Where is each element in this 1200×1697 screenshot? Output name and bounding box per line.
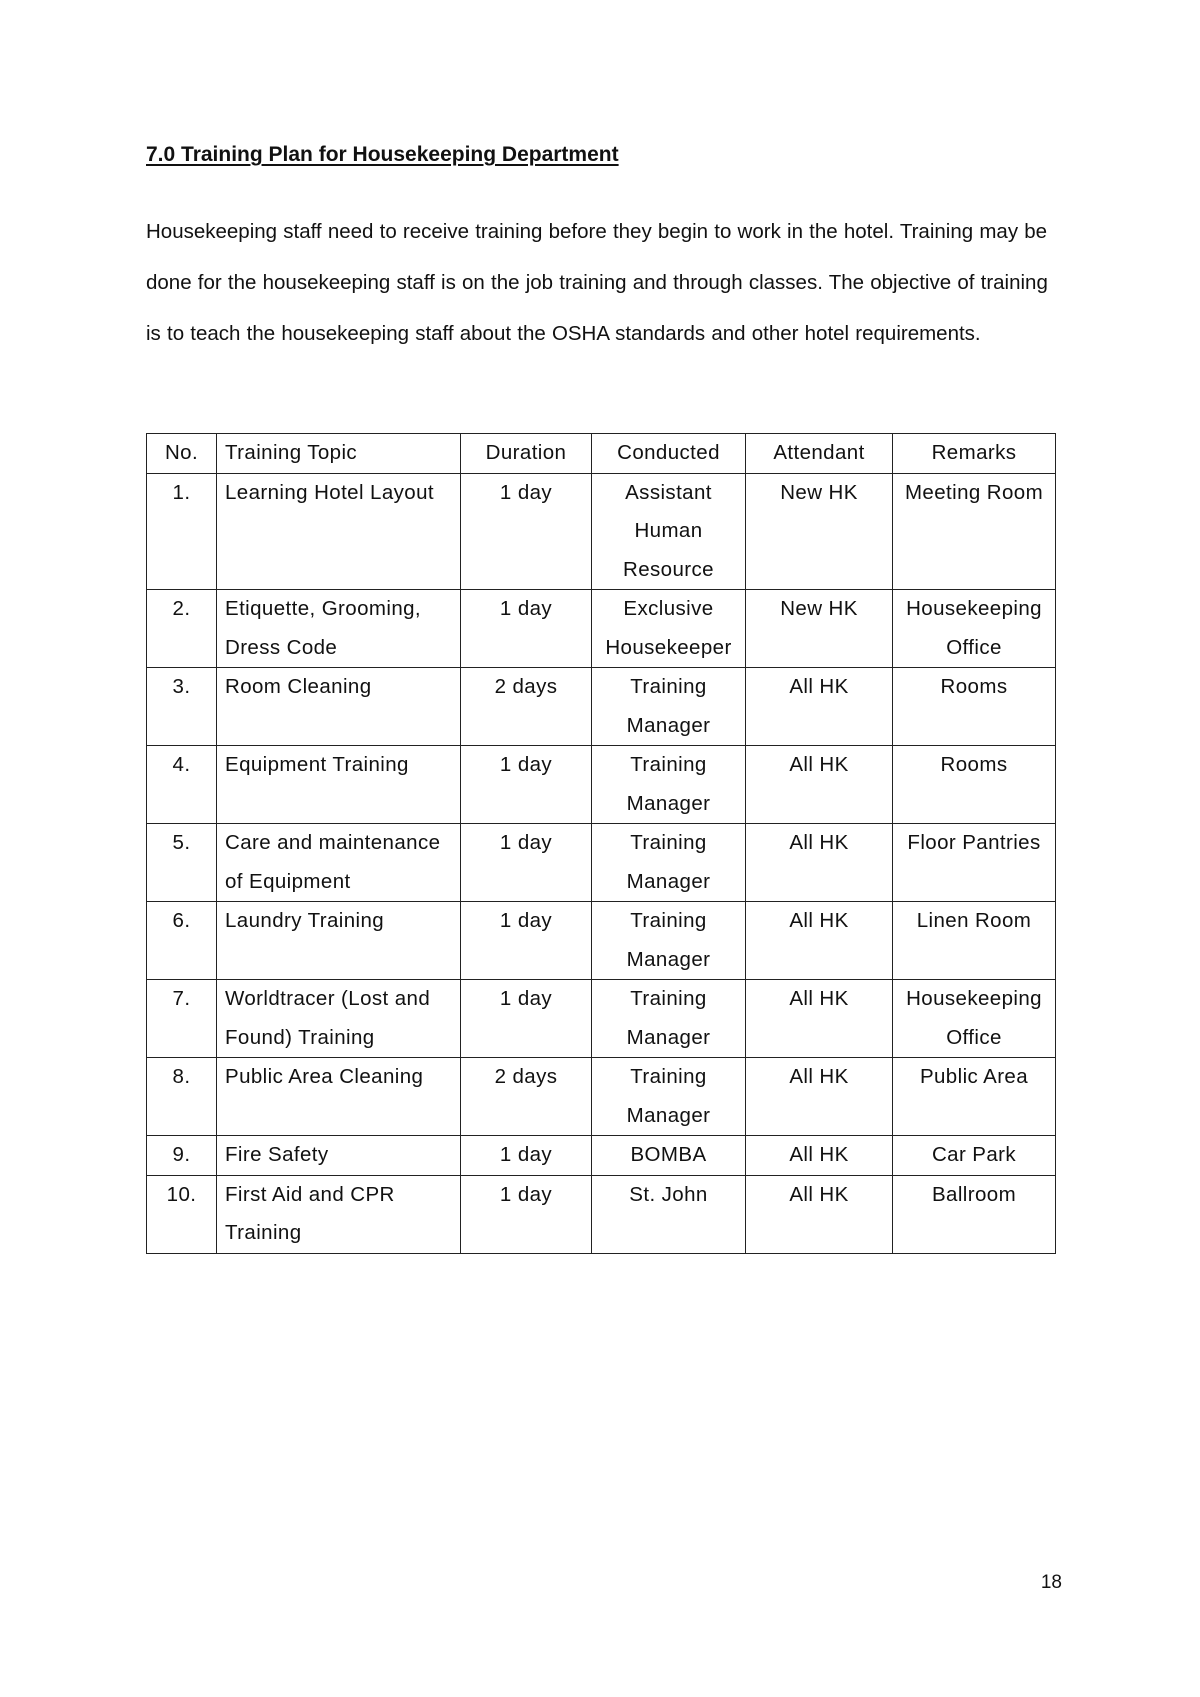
cell-topic: Public Area Cleaning bbox=[217, 1058, 461, 1136]
table-row bbox=[147, 590, 1056, 668]
cell-conducted: Training Manager bbox=[592, 746, 746, 824]
cell-duration: 2 days bbox=[461, 668, 592, 746]
cell-topic: Worldtracer (Lost and Found) Training bbox=[217, 980, 461, 1058]
cell-no: 8. bbox=[147, 1058, 217, 1136]
cell-duration: 1 day bbox=[461, 473, 592, 590]
cell-conducted: BOMBA bbox=[592, 1136, 746, 1176]
cell-conducted: Assistant Human Resource bbox=[592, 473, 746, 590]
header-conducted: Conducted bbox=[592, 434, 746, 474]
cell-attendant: All HK bbox=[746, 746, 893, 824]
cell-remarks: Rooms bbox=[893, 668, 1056, 746]
header-no: No. bbox=[147, 434, 217, 474]
cell-conducted: Training Manager bbox=[592, 980, 746, 1058]
cell-conducted: St. John bbox=[592, 1175, 746, 1253]
cell-no: 1. bbox=[147, 473, 217, 590]
cell-no: 9. bbox=[147, 1136, 217, 1176]
cell-remarks: Ballroom bbox=[893, 1175, 1056, 1253]
cell-duration: 1 day bbox=[461, 980, 592, 1058]
cell-topic: Laundry Training bbox=[217, 902, 461, 980]
header-attendant: Attendant bbox=[746, 434, 893, 474]
cell-attendant: All HK bbox=[746, 1058, 893, 1136]
cell-conducted: Exclusive Housekeeper bbox=[592, 590, 746, 668]
table-row bbox=[147, 668, 1056, 746]
cell-no: 6. bbox=[147, 902, 217, 980]
cell-duration: 2 days bbox=[461, 1058, 592, 1136]
cell-attendant: All HK bbox=[746, 902, 893, 980]
cell-attendant: All HK bbox=[746, 1136, 893, 1176]
table-row bbox=[147, 1175, 1056, 1253]
cell-conducted: Training Manager bbox=[592, 668, 746, 746]
cell-attendant: All HK bbox=[746, 1175, 893, 1253]
cell-topic: Fire Safety bbox=[217, 1136, 461, 1176]
cell-remarks: Housekeeping Office bbox=[893, 590, 1056, 668]
cell-remarks: Floor Pantries bbox=[893, 824, 1056, 902]
training-plan-table bbox=[146, 433, 1056, 1254]
cell-attendant: All HK bbox=[746, 824, 893, 902]
cell-conducted: Training Manager bbox=[592, 902, 746, 980]
cell-conducted: Training Manager bbox=[592, 1058, 746, 1136]
table-row bbox=[147, 824, 1056, 902]
cell-attendant: All HK bbox=[746, 980, 893, 1058]
cell-duration: 1 day bbox=[461, 902, 592, 980]
header-duration: Duration bbox=[461, 434, 592, 474]
cell-duration: 1 day bbox=[461, 824, 592, 902]
cell-remarks: Housekeeping Office bbox=[893, 980, 1056, 1058]
cell-no: 4. bbox=[147, 746, 217, 824]
cell-topic: Equipment Training bbox=[217, 746, 461, 824]
table-row bbox=[147, 1136, 1056, 1176]
cell-remarks: Rooms bbox=[893, 746, 1056, 824]
table-header-row bbox=[147, 434, 1056, 474]
cell-conducted: Training Manager bbox=[592, 824, 746, 902]
cell-no: 5. bbox=[147, 824, 217, 902]
cell-topic: Room Cleaning bbox=[217, 668, 461, 746]
section-heading: 7.0 Training Plan for Housekeeping Department bbox=[146, 143, 619, 166]
cell-no: 7. bbox=[147, 980, 217, 1058]
cell-no: 3. bbox=[147, 668, 217, 746]
cell-remarks: Meeting Room bbox=[893, 473, 1056, 590]
header-training-topic: Training Topic bbox=[217, 434, 461, 474]
table-row bbox=[147, 902, 1056, 980]
cell-attendant: All HK bbox=[746, 668, 893, 746]
table-row bbox=[147, 473, 1056, 590]
cell-topic: Care and maintenance of Equipment bbox=[217, 824, 461, 902]
cell-attendant: New HK bbox=[746, 473, 893, 590]
cell-duration: 1 day bbox=[461, 746, 592, 824]
cell-remarks: Public Area bbox=[893, 1058, 1056, 1136]
table-row bbox=[147, 746, 1056, 824]
cell-duration: 1 day bbox=[461, 1136, 592, 1176]
cell-no: 2. bbox=[147, 590, 217, 668]
cell-no: 10. bbox=[147, 1175, 217, 1253]
cell-duration: 1 day bbox=[461, 1175, 592, 1253]
cell-remarks: Car Park bbox=[893, 1136, 1056, 1176]
intro-paragraph: Housekeeping staff need to receive training before they begin to work in the hotel. Training may be done for the housekeeping staff is on the job training and through classes. The objective of training is to teach the housekeeping staff about the OSHA standards and other hotel requirements. bbox=[146, 220, 1048, 345]
cell-remarks: Linen Room bbox=[893, 902, 1056, 980]
header-remarks: Remarks bbox=[893, 434, 1056, 474]
table-row bbox=[147, 1058, 1056, 1136]
cell-topic: Learning Hotel Layout bbox=[217, 473, 461, 590]
page-number: 18 bbox=[1040, 1572, 1062, 1593]
cell-duration: 1 day bbox=[461, 590, 592, 668]
cell-topic: First Aid and CPR Training bbox=[217, 1175, 461, 1253]
cell-topic: Etiquette, Grooming, Dress Code bbox=[217, 590, 461, 668]
cell-attendant: New HK bbox=[746, 590, 893, 668]
table-row bbox=[147, 980, 1056, 1058]
